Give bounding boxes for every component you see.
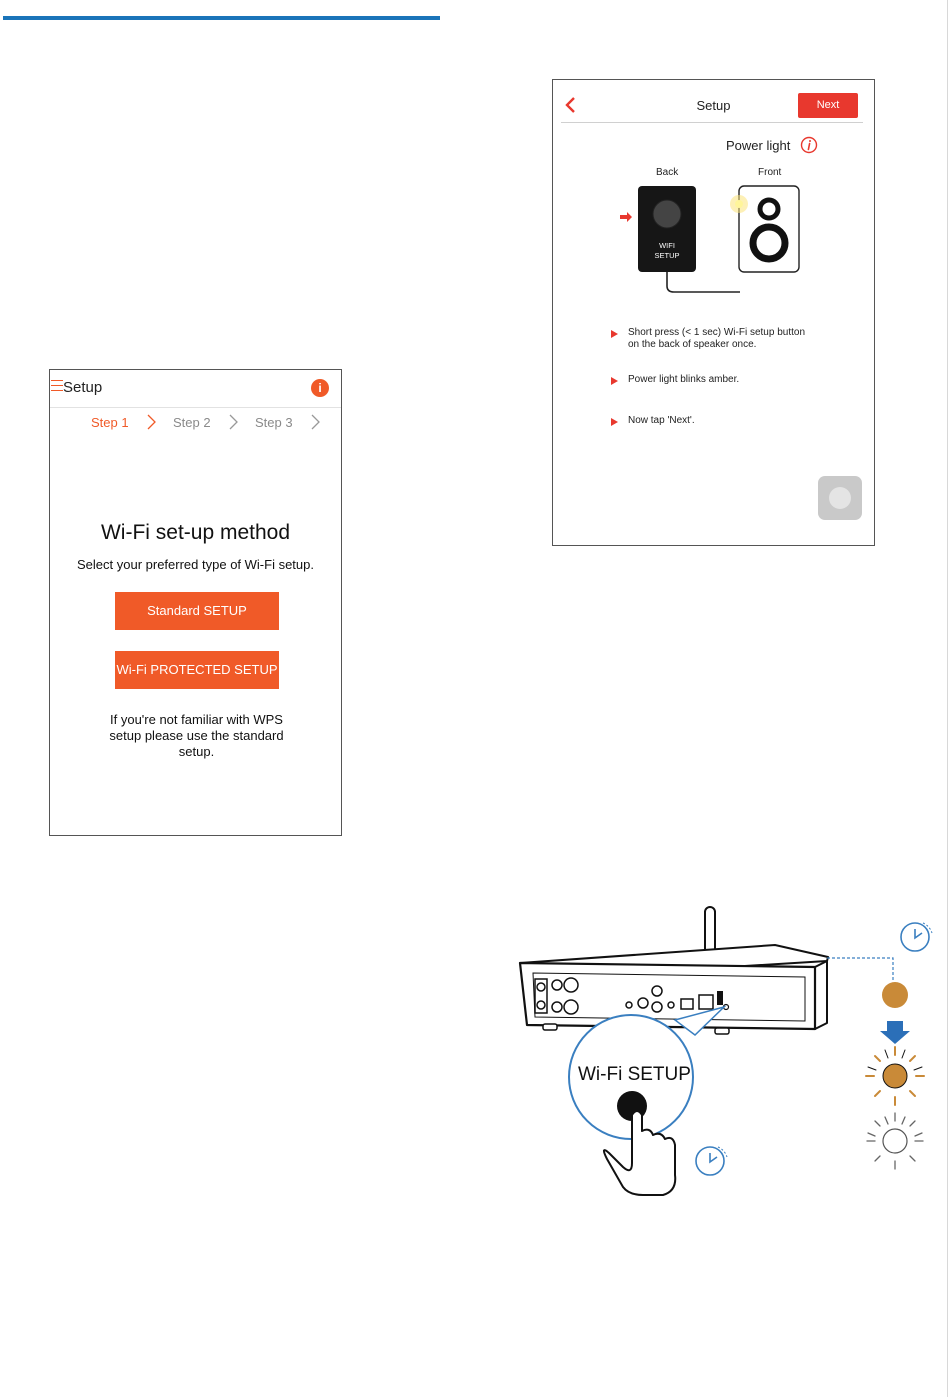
wps-setup-button[interactable]: Wi-Fi PROTECTED SETUP [115,651,279,689]
chevron-right-icon [307,413,325,431]
info-icon[interactable]: i [311,379,329,397]
instruction-item: Power light blinks amber. [611,374,818,386]
timer-icon [696,1147,727,1175]
app-title: Setup [63,379,103,396]
next-button[interactable]: Next [798,93,858,118]
front-label: Front [758,167,782,178]
top-rule [3,16,440,20]
app-header [50,370,341,408]
info-icon[interactable] [800,136,818,154]
step-3[interactable]: Step 3 [255,415,293,430]
menu-icon[interactable] [51,380,63,392]
step-1[interactable]: Step 1 [91,415,129,430]
step-2[interactable]: Step 2 [173,415,211,430]
wps-note: If you're not familiar with WPS setup please use the standard setup. [109,712,284,759]
step-indicator [50,412,341,434]
wifi-setup-method-screen [49,369,342,836]
instruction-item: Short press (< 1 sec) Wi-Fi setup button on the back of speaker once. [611,327,818,351]
timer-icon [901,923,932,951]
chevron-right-icon [225,413,243,431]
power-light-label: Power light [726,138,791,153]
chevron-right-icon [143,413,161,431]
page-edge [947,0,948,1397]
speaker-back-front-illustration [608,178,808,298]
setup-instructions-screen [552,79,875,546]
instruction-item: Now tap 'Next'. [611,415,818,427]
wifi-label-line2: SETUP [654,251,680,260]
header-divider [561,122,863,123]
standard-setup-button[interactable]: Standard SETUP [115,592,279,630]
home-button[interactable] [818,476,862,520]
app-title: Setup [696,98,731,113]
page-heading: Wi-Fi set-up method [100,521,291,544]
back-label: Back [656,167,679,178]
wifi-setup-callout-label: Wi-Fi SETUP [578,1064,691,1085]
page-subheading: Select your preferred type of Wi-Fi setup. [77,557,314,572]
wifi-label-line1: WIFI [659,241,675,250]
device-wifi-setup-illustration [505,895,945,1205]
